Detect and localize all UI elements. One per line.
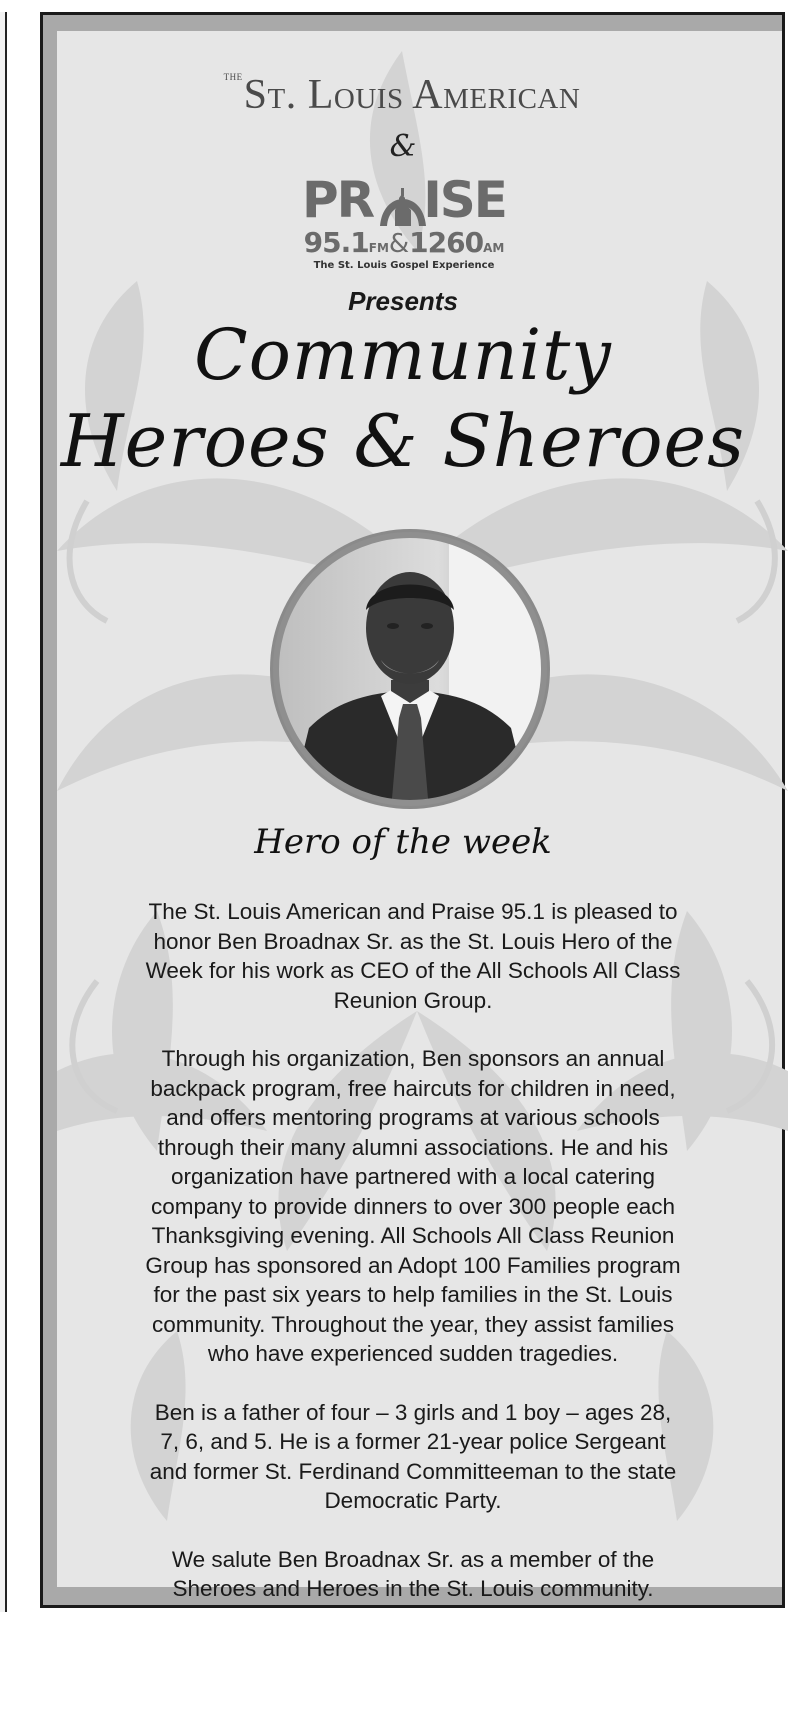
paragraph-community-work: Through his organization, Ben sponsors an annual backpack program, free haircuts for children in need, and offers mentoring programs at various schools through their many alumni associations. He and his organization have partnered with a local catering company to provide dinners to over 300 people each Thanksgiving evening. All Schools All Class Reunion Group has sponsored an Adopt 100 Families program for the past six years to help families in the St. Louis community. Throughout the year, they assist families who have experienced sudden tragedies. <box>145 1046 681 1366</box>
honoree-description <box>143 897 683 1604</box>
presents-label: Presents <box>348 286 458 316</box>
advertisement-panel <box>57 31 782 1601</box>
honoree-portrait-photo <box>269 528 551 810</box>
title-heroes-sheroes: Heroes & Sheroes <box>60 399 746 483</box>
praise-wordmark-end: ISE <box>423 171 506 229</box>
title-community: Community <box>194 314 612 396</box>
advertisement-frame <box>40 12 785 1608</box>
station-frequencies <box>289 226 519 259</box>
paragraph-introduction: The St. Louis American and Praise 95.1 is pleased to honor Ben Broadnax Sr. as the St. Louis Hero of the Week for his work as CEO of the All Schools All Class Reunion Group. <box>145 899 681 1013</box>
adjacent-column-edge <box>0 12 7 1612</box>
publication-masthead <box>57 71 749 119</box>
masthead-the-mark: THE <box>223 72 243 82</box>
masthead-name: St. Louis American <box>243 72 581 118</box>
paragraph-salute: We salute Ben Broadnax Sr. as a member of the Sheroes and Heroes in the St. Louis community. <box>171 1546 655 1601</box>
praise-radio-logo <box>289 171 519 274</box>
fm-unit: FM <box>368 241 389 255</box>
fm-frequency: 95.1 <box>303 226 369 259</box>
advertisement-content <box>57 31 749 1601</box>
station-tagline: The St. Louis Gospel Experience <box>313 260 495 271</box>
paragraph-personal-background: Ben is a father of four – 3 girls and 1 boy – ages 28, 7, 6, and 5. He is a former 21-year police Sergeant and former St. Ferdinand Committeeman to the state Democratic Party. <box>149 1399 677 1513</box>
praise-wordmark-start: PR <box>302 171 374 229</box>
hero-of-the-week-heading: Hero of the week <box>254 822 552 862</box>
am-frequency: 1260 <box>409 226 484 259</box>
gateway-arch-icon <box>377 180 429 226</box>
frequency-ampersand: & <box>388 229 410 259</box>
ampersand-connector: & <box>389 129 417 164</box>
am-unit: AM <box>483 241 505 255</box>
